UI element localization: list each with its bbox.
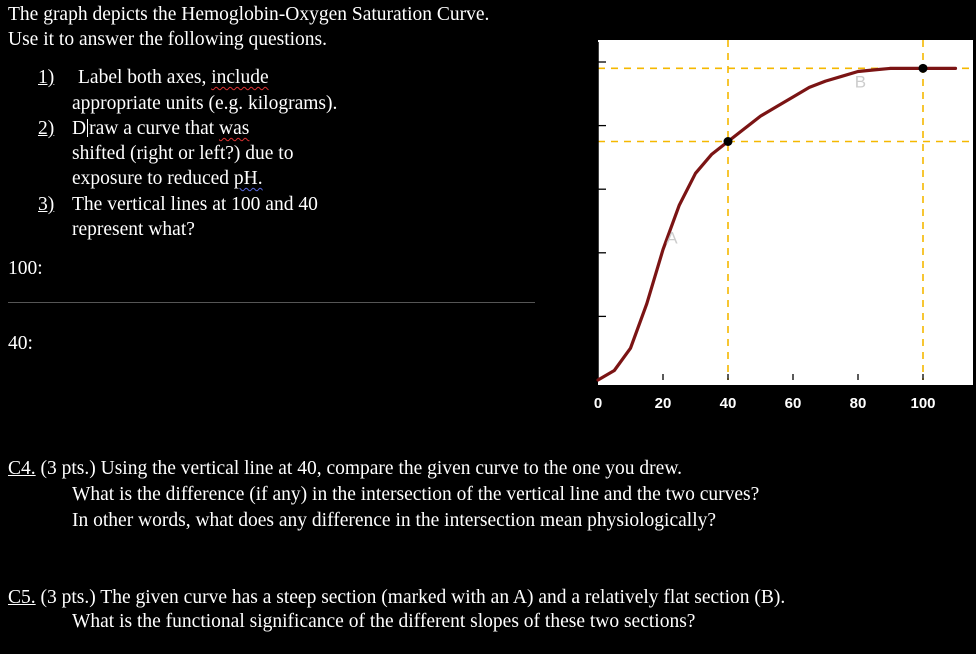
x-tick-label-60: 60 bbox=[784, 395, 802, 412]
question-1-line-2: appropriate units (e.g. kilograms). bbox=[72, 93, 338, 114]
y-tick-label-40: 40 bbox=[577, 244, 594, 262]
question-2-line-1 bbox=[72, 116, 249, 141]
question-2-line-3 bbox=[72, 166, 263, 191]
curve-section-label-a: A bbox=[666, 228, 678, 248]
question-1-underlined-word: include bbox=[211, 67, 269, 88]
y-tick-label-20: 20 bbox=[577, 308, 594, 326]
question-number: 2) bbox=[38, 118, 55, 139]
c4-number: C4. bbox=[8, 458, 36, 479]
x-tick-label-20: 20 bbox=[654, 395, 672, 412]
question-2-underlined-word: was bbox=[219, 118, 250, 139]
question-2-text-start: D bbox=[72, 118, 87, 139]
y-tick-label-60: 60 bbox=[577, 181, 594, 199]
question-3 bbox=[38, 192, 318, 217]
c5-line-2: What is the functional significance of the different slopes of these two sections? bbox=[72, 611, 696, 632]
curve-section-label-b: B bbox=[854, 72, 867, 92]
question-number: 3) bbox=[38, 194, 55, 215]
c4-line-2: What is the difference (if any) in the intersection of the vertical line and the two curves? bbox=[72, 484, 760, 505]
question-3-line-1: The vertical lines at 100 and 40 bbox=[72, 194, 318, 215]
y-tick-label-100: 100 bbox=[568, 54, 594, 71]
intro-line-1: The graph depicts the Hemoglobin-Oxygen Saturation Curve. bbox=[8, 4, 490, 25]
question-2-line-2: shifted (right or left?) due to bbox=[72, 143, 294, 164]
y-tick-label-80: 80 bbox=[577, 117, 594, 135]
c5-line-1: (3 pts.) The given curve has a steep section (marked with an A) and a relatively flat section (B). bbox=[35, 587, 786, 608]
x-tick-label-80: 80 bbox=[849, 395, 867, 412]
x-tick-label-100: 100 bbox=[910, 395, 936, 412]
hemoglobin-oxygen-chart bbox=[553, 40, 973, 420]
answer-label-40: 40: bbox=[8, 333, 33, 354]
c4-line-3: In other words, what does any difference in the intersection mean physiologically? bbox=[72, 510, 717, 531]
x-tick-labels bbox=[594, 395, 936, 412]
question-1-line-1 bbox=[78, 65, 269, 90]
x-tick-label-0: 0 bbox=[593, 395, 603, 412]
question-2-underlined-word-ph: pH. bbox=[233, 168, 263, 189]
answer-label-100: 100: bbox=[8, 258, 43, 279]
c5-number: C5. bbox=[8, 587, 36, 608]
answer-divider bbox=[8, 302, 535, 303]
question-3-line-2: represent what? bbox=[72, 219, 195, 240]
y-tick-labels bbox=[569, 54, 594, 325]
intersection-marker-40 bbox=[724, 137, 733, 146]
c4-line-1: (3 pts.) Using the vertical line at 40, compare the given curve to the one you drew. bbox=[35, 458, 683, 479]
text-cursor bbox=[87, 119, 88, 137]
c4-question bbox=[8, 456, 682, 481]
x-tick-label-40: 40 bbox=[719, 395, 737, 412]
question-1-text: Label both axes, bbox=[78, 67, 212, 88]
intersection-marker-100 bbox=[919, 64, 928, 73]
question-2-line-3-text: exposure to reduced bbox=[72, 168, 234, 189]
intro-line-2: Use it to answer the following questions. bbox=[8, 29, 327, 50]
plot-area bbox=[598, 40, 973, 385]
question-number: 1) bbox=[38, 67, 55, 88]
question-2-text: raw a curve that bbox=[89, 118, 220, 139]
question-2 bbox=[38, 116, 250, 141]
question-1 bbox=[38, 65, 269, 90]
c5-question bbox=[8, 585, 785, 610]
